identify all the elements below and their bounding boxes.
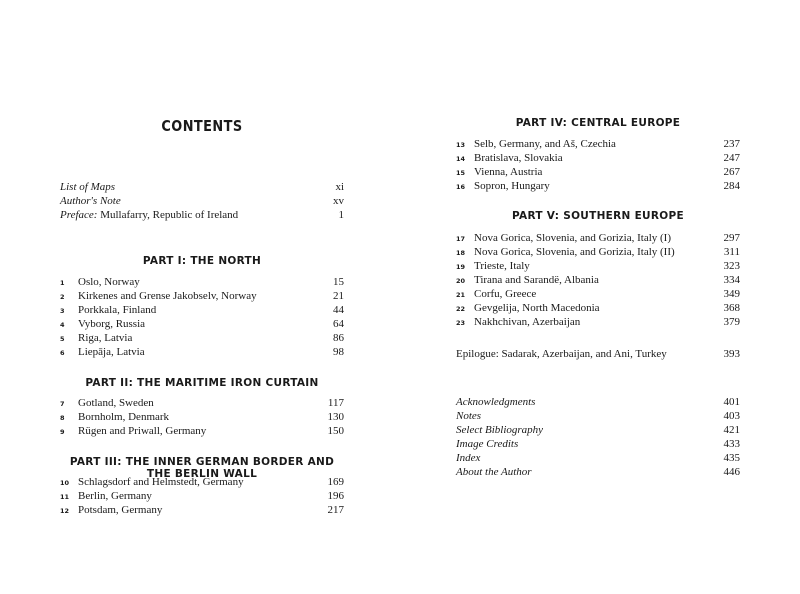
chapter-label: Nova Gorica, Slovenia, and Gorizia, Italy (I) [474, 232, 672, 244]
chapter-label: Corfu, Greece [474, 288, 537, 300]
chapter-label: Kirkenes and Grense Jakobselv, Norway [78, 290, 257, 302]
chapter-number: 13 [456, 141, 466, 149]
chapter-label: Tirana and Sarandë, Albania [474, 274, 599, 286]
entry-label: Author's Note [60, 195, 121, 207]
chapter-item[interactable] [60, 503, 344, 517]
chapter-list [60, 475, 344, 517]
chapter-label: Trieste, Italy [474, 260, 530, 272]
chapter-label: Porkkala, Finland [78, 304, 157, 316]
chapter-page: 311 [723, 246, 740, 258]
chapter-number: 23 [456, 319, 466, 327]
part-heading: PART IV: CENTRAL EUROPE [515, 117, 681, 129]
chapter-page: 86 [333, 332, 344, 344]
chapter-label: Bratislava, Slovakia [474, 152, 563, 164]
epilogue-label: Epilogue: Sadarak, Azerbaijan, and Ani, Turkey [456, 348, 667, 360]
preface-title: Mullafarry, Republic of Ireland [97, 209, 239, 221]
chapter-number: 12 [60, 507, 70, 515]
front-matter-item[interactable] [60, 180, 344, 194]
chapter-item[interactable] [60, 396, 344, 410]
chapter-list [456, 231, 740, 329]
chapter-label: Schlagsdorf and Helmstedt, Germany [78, 476, 244, 488]
part-heading: PART III: THE INNER GERMAN BORDER AND THE BERLIN WALL [69, 456, 335, 480]
chapter-list [60, 275, 344, 359]
part-heading: PART I: THE NORTH [142, 255, 262, 267]
chapter-number: 17 [456, 235, 466, 243]
chapter-label: Liepāja, Latvia [78, 346, 145, 358]
chapter-number: 3 [60, 307, 65, 315]
chapter-item[interactable] [60, 275, 344, 289]
chapter-page: 284 [723, 180, 740, 192]
chapter-label: Potsdam, Germany [78, 504, 163, 516]
entry-page: 421 [723, 424, 740, 436]
chapter-label: Vyborg, Russia [78, 318, 146, 330]
chapter-number: 18 [456, 249, 466, 257]
entry-page: 435 [723, 452, 740, 464]
chapter-item[interactable] [60, 489, 344, 503]
back-matter-item[interactable] [456, 451, 740, 465]
chapter-label: Berlin, Germany [78, 490, 152, 502]
chapter-item[interactable] [456, 245, 740, 259]
chapter-item[interactable] [60, 317, 344, 331]
epilogue-block [456, 347, 740, 361]
chapter-list [60, 396, 344, 438]
chapter-item[interactable] [60, 424, 344, 438]
back-matter-item[interactable] [456, 437, 740, 451]
chapter-item[interactable] [456, 315, 740, 329]
chapter-number: 19 [456, 263, 466, 271]
chapter-item[interactable] [456, 137, 740, 151]
chapter-page: 44 [333, 304, 344, 316]
chapter-item[interactable] [60, 475, 344, 489]
chapter-page: 169 [327, 476, 344, 488]
entry-page: 1 [338, 209, 344, 221]
chapter-page: 21 [333, 290, 344, 302]
entry-page: xv [333, 195, 344, 207]
back-matter-list [456, 395, 740, 479]
chapter-item[interactable] [60, 303, 344, 317]
chapter-page: 130 [327, 411, 344, 423]
entry-page: xi [335, 181, 344, 193]
chapter-item[interactable] [456, 165, 740, 179]
chapter-item[interactable] [60, 345, 344, 359]
chapter-number: 11 [60, 493, 70, 501]
chapter-label: Sopron, Hungary [474, 180, 550, 192]
entry-page: 401 [723, 396, 740, 408]
chapter-number: 22 [456, 305, 466, 313]
chapter-item[interactable] [456, 287, 740, 301]
chapter-page: 117 [327, 397, 344, 409]
entry-label: Select Bibliography [456, 424, 544, 436]
chapter-page: 64 [333, 318, 344, 330]
chapter-page: 379 [723, 316, 740, 328]
chapter-page: 334 [723, 274, 740, 286]
preface-item[interactable] [60, 208, 344, 222]
chapter-item[interactable] [456, 273, 740, 287]
chapter-number: 2 [60, 293, 65, 301]
part-heading: PART II: THE MARITIME IRON CURTAIN [85, 377, 319, 389]
front-matter-item[interactable] [60, 194, 344, 208]
chapter-item[interactable] [60, 289, 344, 303]
epilogue-item[interactable] [456, 347, 740, 361]
front-matter-list [60, 180, 344, 222]
entry-label: Notes [456, 410, 482, 422]
chapter-label: Gevgelija, North Macedonia [474, 302, 600, 314]
chapter-label: Nova Gorica, Slovenia, and Gorizia, Italy (II) [474, 246, 675, 258]
chapter-label: Riga, Latvia [78, 332, 133, 344]
chapter-item[interactable] [456, 179, 740, 193]
chapter-label: Nakhchivan, Azerbaijan [474, 316, 581, 328]
chapter-number: 7 [60, 400, 65, 408]
chapter-page: 368 [723, 302, 740, 314]
chapter-label: Oslo, Norway [78, 276, 140, 288]
back-matter-item[interactable] [456, 423, 740, 437]
entry-label: List of Maps [60, 181, 116, 193]
chapter-page: 217 [327, 504, 344, 516]
chapter-number: 4 [60, 321, 65, 329]
entry-label: Acknowledgments [456, 396, 536, 408]
chapter-number: 6 [60, 349, 65, 357]
back-matter-item[interactable] [456, 465, 740, 479]
chapter-page: 237 [723, 138, 740, 150]
chapter-number: 9 [60, 428, 65, 436]
chapter-page: 196 [327, 490, 344, 502]
chapter-label: Selb, Germany, and Aš, Czechia [474, 138, 616, 150]
chapter-item[interactable] [60, 331, 344, 345]
chapter-page: 98 [333, 346, 344, 358]
chapter-page: 150 [327, 425, 344, 437]
entry-page: 403 [723, 410, 740, 422]
chapter-item[interactable] [456, 259, 740, 273]
chapter-page: 15 [333, 276, 344, 288]
chapter-item[interactable] [60, 410, 344, 424]
entry-label: Index [456, 452, 481, 464]
epilogue-page: 393 [723, 348, 740, 360]
entry-label [60, 208, 304, 222]
chapter-item[interactable] [456, 301, 740, 315]
chapter-number: 21 [456, 291, 466, 299]
contents-title: CONTENTS [161, 117, 243, 135]
entry-page: 446 [723, 466, 740, 478]
chapter-label: Bornholm, Denmark [78, 411, 170, 423]
chapter-label: Vienna, Austria [474, 166, 543, 178]
chapter-page: 349 [723, 288, 740, 300]
chapter-page: 247 [723, 152, 740, 164]
entry-label: Image Credits [456, 438, 519, 450]
chapter-item[interactable] [456, 151, 740, 165]
chapter-page: 267 [723, 166, 740, 178]
preface-prefix: Preface: [60, 209, 98, 221]
chapter-number: 8 [60, 414, 65, 422]
chapter-number: 10 [60, 479, 70, 487]
part-heading: PART V: SOUTHERN EUROPE [512, 210, 684, 222]
back-matter-item[interactable] [456, 409, 740, 423]
chapter-label: Gotland, Sweden [78, 397, 154, 409]
chapter-number: 5 [60, 335, 65, 343]
chapter-page: 297 [723, 232, 740, 244]
chapter-number: 15 [456, 169, 466, 177]
chapter-number: 16 [456, 183, 466, 191]
right-page [400, 0, 800, 594]
chapter-number: 14 [456, 155, 466, 163]
chapter-list [456, 137, 740, 193]
chapter-label: Rügen and Priwall, Germany [78, 425, 207, 437]
entry-page: 433 [723, 438, 740, 450]
back-matter-item[interactable] [456, 395, 740, 409]
chapter-number: 1 [60, 279, 65, 287]
entry-label: About the Author [456, 466, 532, 478]
chapter-page: 323 [723, 260, 740, 272]
chapter-item[interactable] [456, 231, 740, 245]
chapter-number: 20 [456, 277, 466, 285]
